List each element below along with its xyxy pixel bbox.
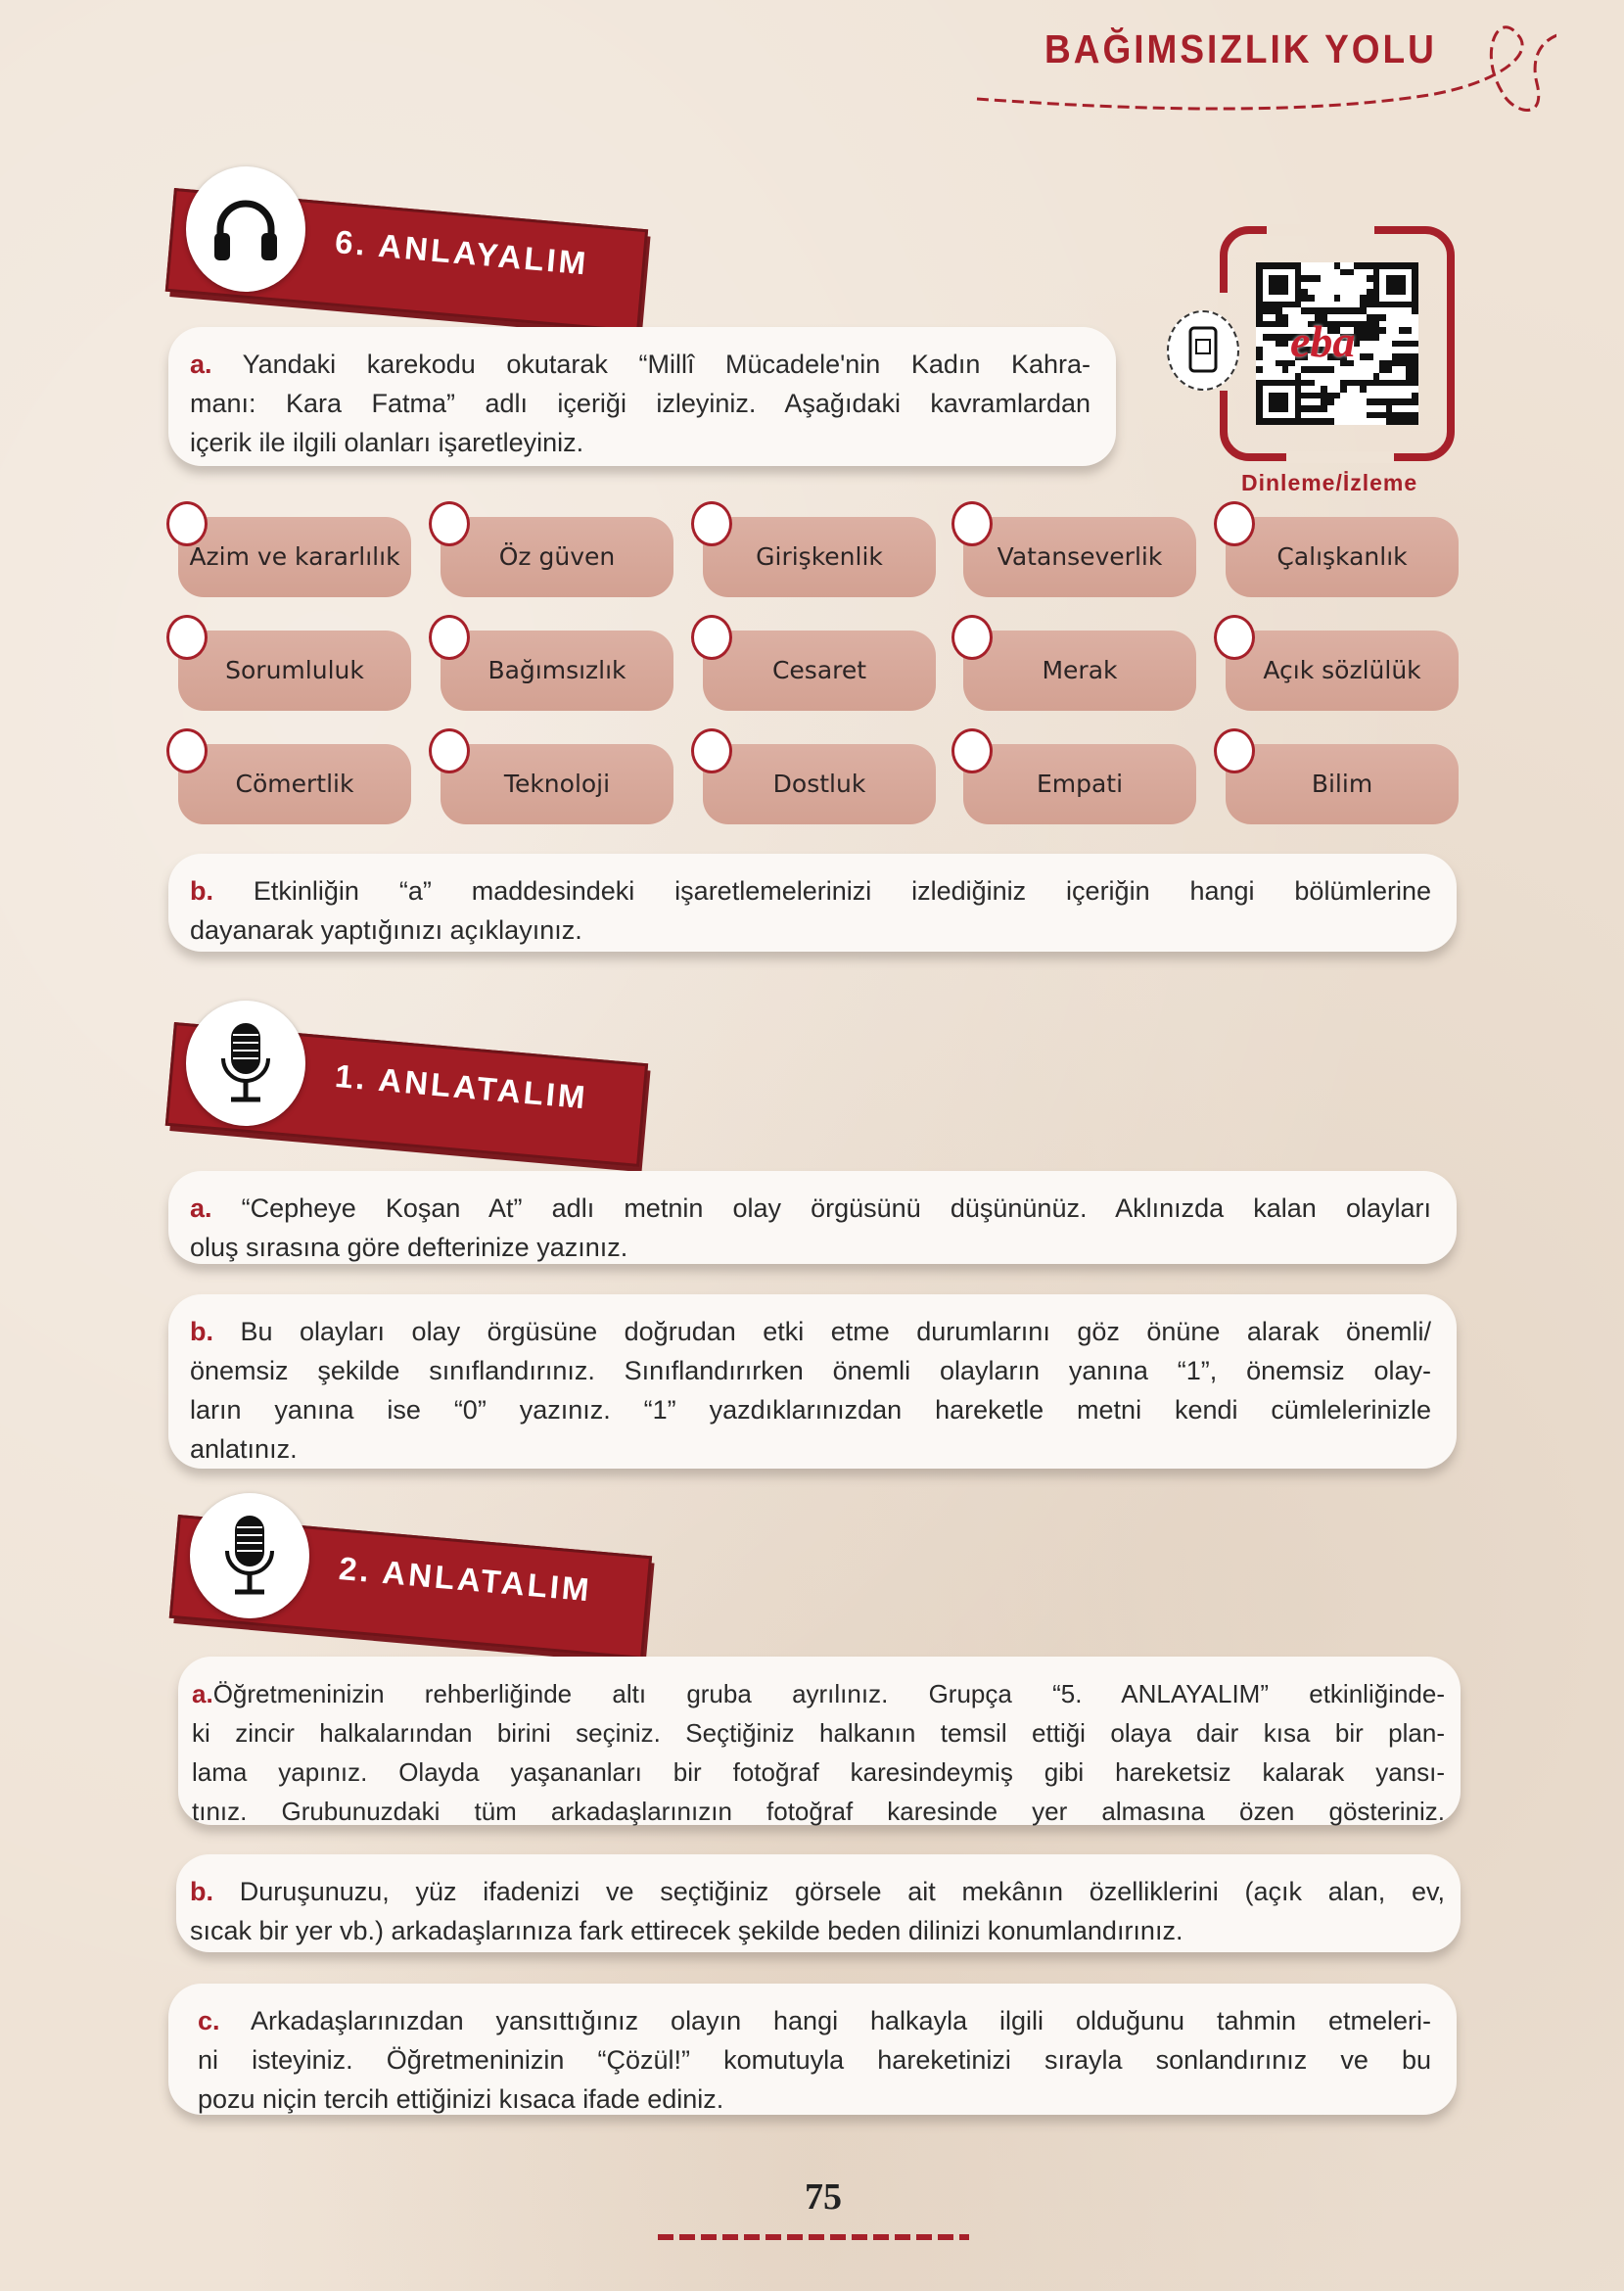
concept-option[interactable]: [1226, 738, 1459, 824]
text-line: anlatınız.: [190, 1434, 298, 1464]
concept-option[interactable]: [703, 511, 936, 597]
line-text: Öğretmeninizin rehberliğinde altı gruba ayrılınız. Grupça “5. ANLAYALIM” etkinliğinde-: [212, 1679, 1445, 1708]
text-line: pozu niçin tercih ettiğinizi kısaca ifade ediniz.: [198, 2084, 724, 2114]
option-label: Vatanseverlik: [997, 542, 1163, 571]
concept-option[interactable]: [178, 511, 411, 597]
option-checkbox[interactable]: [691, 728, 732, 773]
option-label: Açık sözlülük: [1263, 656, 1421, 684]
concept-option[interactable]: [178, 738, 411, 824]
option-label: Azim ve kararlılık: [189, 542, 400, 571]
concept-option[interactable]: [441, 738, 673, 824]
line-text: Arkadaşlarınızdan yansıttığınız olayın hangi halkayla ilgili olduğunu tahmin etmeleri-: [250, 2006, 1432, 2035]
concept-option[interactable]: [963, 625, 1196, 711]
text-line: [198, 2001, 1431, 2040]
option-checkbox[interactable]: [951, 501, 993, 546]
option-checkbox[interactable]: [1214, 728, 1255, 773]
option-checkbox[interactable]: [429, 615, 470, 660]
item-label: a.: [190, 350, 212, 379]
item-label: b.: [190, 876, 213, 906]
option-checkbox[interactable]: [429, 728, 470, 773]
text-line: [190, 345, 1090, 384]
option-checkbox[interactable]: [429, 501, 470, 546]
option-checkbox[interactable]: [166, 501, 208, 546]
qr-caption: Dinleme/İzleme: [1241, 470, 1418, 495]
question-6b: [168, 854, 1457, 952]
text-line: önemsiz şekilde sınıflandırınız. Sınıflandırırken önemli olayların yanına “1”, önemsiz olay-: [190, 1356, 1431, 1385]
concept-option[interactable]: [441, 625, 673, 711]
dashed-path-decoration: [969, 15, 1556, 132]
text-line: [190, 1872, 1445, 1911]
concept-option[interactable]: [703, 738, 936, 824]
question-1b: [168, 1294, 1457, 1469]
option-checkbox[interactable]: [691, 501, 732, 546]
item-label: a.: [190, 1193, 212, 1223]
section-banner-anlayalim: [168, 166, 658, 313]
question-1a: [168, 1171, 1457, 1264]
text-line: içerik ile ilgili olanları işaretleyiniz.: [190, 428, 584, 457]
line-text: Etkinliğin “a” maddesindeki işaretlemelerinizi izlediğiniz içeriğin hangi bölümlerine: [253, 876, 1431, 906]
text-line: ni isteyiniz. Öğretmeninizin “Çözül!” komutuyla hareketinizi sırayla sonlandırınız ve bu: [198, 2045, 1431, 2075]
option-label: Dostluk: [772, 770, 866, 798]
item-label: c.: [198, 2006, 220, 2035]
concept-option[interactable]: [1226, 511, 1459, 597]
text-line: [190, 1189, 1431, 1228]
question-2a: [178, 1657, 1461, 1825]
option-checkbox[interactable]: [166, 728, 208, 773]
concept-option[interactable]: [703, 625, 936, 711]
item-label: a.: [192, 1679, 213, 1708]
headphones-icon: [186, 166, 305, 292]
option-checkbox[interactable]: [951, 728, 993, 773]
section-banner-anlatalim-1: [168, 1001, 658, 1147]
unit-title: BAĞIMSIZLIK YOLU: [1044, 26, 1437, 71]
text-line: [190, 1312, 1431, 1351]
microphone-icon: [186, 1001, 305, 1126]
option-label: Cömertlik: [235, 770, 354, 798]
option-checkbox[interactable]: [951, 615, 993, 660]
question-6a: [168, 327, 1116, 466]
option-label: Çalışkanlık: [1276, 542, 1408, 571]
text-line: ki zincir halkalarından birini seçiniz. Seçtiğiniz halkanın temsil ettiği olaya dair kısa bir plan-: [192, 1718, 1445, 1748]
option-checkbox[interactable]: [1214, 501, 1255, 546]
eba-logo: eba: [1290, 316, 1356, 366]
footer-dashes: [658, 2234, 969, 2240]
option-label: Teknoloji: [503, 770, 611, 798]
text-line: dayanarak yaptığınızı açıklayınız.: [190, 915, 582, 945]
option-label: Sorumluluk: [225, 656, 364, 684]
option-label: Girişkenlik: [756, 542, 883, 571]
option-label: Cesaret: [771, 656, 867, 684]
text-line: tınız. Grubunuzdaki tüm arkadaşlarınızın fotoğraf karesinde yer almasına özen gösteriniz.: [192, 1797, 1445, 1826]
text-line: oluş sırasına göre defterinize yazınız.: [190, 1233, 628, 1262]
text-line: [192, 1674, 1445, 1713]
concept-option[interactable]: [963, 511, 1196, 597]
line-text: Bu olayları olay örgüsüne doğrudan etki etme durumlarını göz önüne alarak önemli/: [240, 1317, 1431, 1346]
concept-option[interactable]: [441, 511, 673, 597]
option-label: Öz güven: [498, 542, 616, 571]
concept-option[interactable]: [963, 738, 1196, 824]
option-label: Empati: [1036, 770, 1124, 798]
text-line: sıcak bir yer vb.) arkadaşlarınıza fark ettirecek şekilde beden dilinizi konumlandırınız.: [190, 1916, 1183, 1945]
option-label: Bilim: [1311, 770, 1373, 798]
text-line: lama yapınız. Olayda yaşananları bir fotoğraf karesindeymiş gibi hareketsiz kalarak yansı-: [192, 1757, 1445, 1787]
item-label: b.: [190, 1317, 213, 1346]
line-text: “Cepheye Koşan At” adlı metnin olay örgüsünü düşününüz. Aklınızda kalan olayları: [241, 1193, 1431, 1223]
concept-option[interactable]: [178, 625, 411, 711]
line-text: Duruşunuzu, yüz ifadenizi ve seçtiğiniz görsele ait mekânın özelliklerini (açık alan, ev,: [239, 1877, 1445, 1906]
question-2b: [176, 1854, 1461, 1952]
question-2c: [168, 1984, 1457, 2115]
option-checkbox[interactable]: [691, 615, 732, 660]
option-checkbox[interactable]: [1214, 615, 1255, 660]
section-title: 1. ANLATALIM: [333, 1057, 590, 1116]
section-title: 2. ANLATALIM: [337, 1550, 594, 1609]
text-line: ların yanına ise “0” yazınız. “1” yazdıklarınızdan hareketle metni kendi cümlelerinizle: [190, 1395, 1431, 1425]
microphone-icon: [190, 1493, 309, 1618]
option-checkbox[interactable]: [166, 615, 208, 660]
item-label: b.: [190, 1877, 213, 1906]
section-banner-anlatalim-2: [172, 1493, 662, 1640]
phone-scan-icon: [1167, 310, 1239, 391]
section-title: 6. ANLAYALIM: [333, 223, 590, 282]
concept-option[interactable]: [1226, 625, 1459, 711]
page-number: 75: [805, 2176, 842, 2218]
option-label: Bağımsızlık: [487, 656, 626, 684]
text-line: [190, 871, 1431, 911]
line-text: Yandaki karekodu okutarak “Millî Mücadele'nin Kadın Kahra-: [242, 350, 1090, 379]
text-line: manı: Kara Fatma” adlı içeriği izleyiniz. Aşağıdaki kavramlardan: [190, 389, 1090, 418]
option-label: Merak: [1042, 656, 1118, 684]
